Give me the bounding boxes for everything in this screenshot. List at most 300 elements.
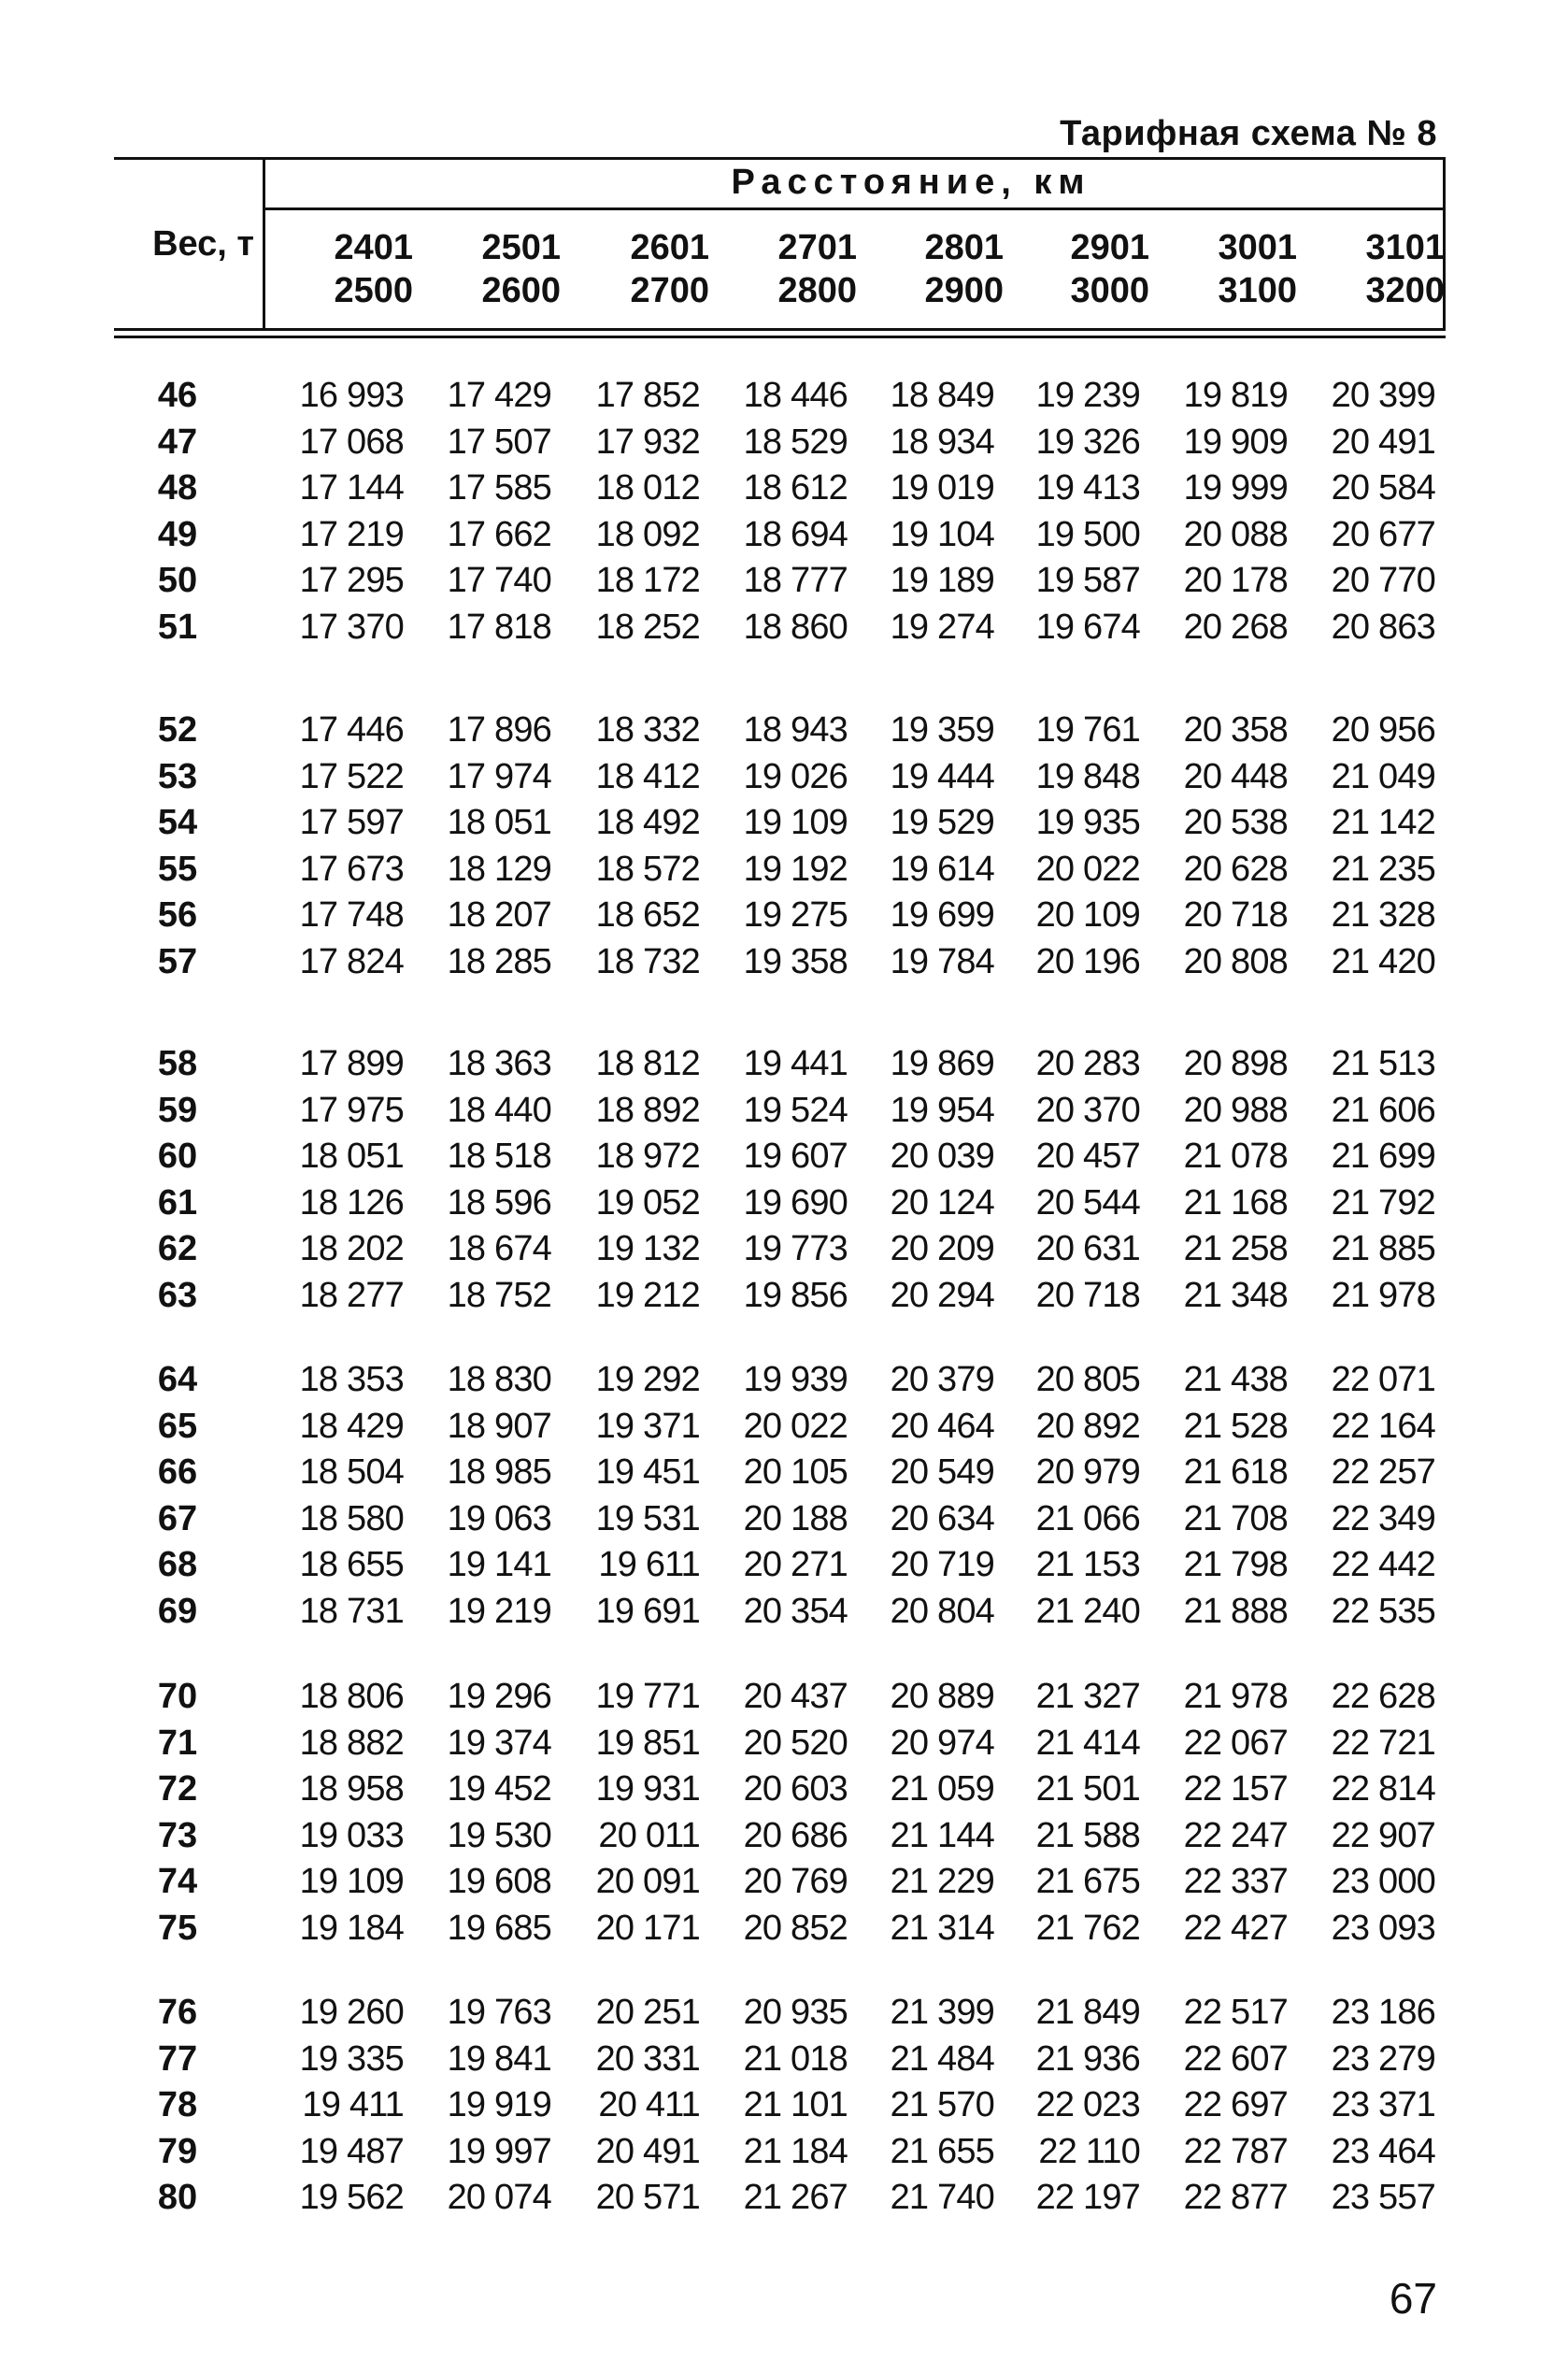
weight-cell: 61 bbox=[157, 1182, 198, 1223]
weight-cell: 52 bbox=[157, 710, 198, 750]
tariff-value-cell: 17 429 bbox=[447, 376, 551, 415]
tariff-value-cell: 21 501 bbox=[1035, 1769, 1140, 1809]
tariff-value-cell: 20 988 bbox=[1183, 1090, 1288, 1130]
tariff-value-cell: 20 283 bbox=[1035, 1044, 1140, 1083]
weight-cell: 58 bbox=[157, 1044, 198, 1083]
tariff-value-cell: 21 414 bbox=[1035, 1723, 1140, 1763]
distance-range-from: 3001 bbox=[1218, 228, 1297, 267]
table-row bbox=[0, 710, 1568, 756]
weight-cell: 73 bbox=[157, 1815, 198, 1855]
tariff-value-cell: 21 348 bbox=[1183, 1275, 1288, 1315]
tariff-value-cell: 21 314 bbox=[890, 1908, 994, 1948]
tariff-value-cell: 21 655 bbox=[890, 2131, 994, 2171]
tariff-value-cell: 21 740 bbox=[890, 2178, 994, 2217]
tariff-value-cell: 21 792 bbox=[1331, 1182, 1435, 1223]
tariff-value-cell: 18 943 bbox=[743, 710, 848, 750]
tariff-value-cell: 18 806 bbox=[299, 1677, 404, 1716]
weight-cell: 48 bbox=[157, 468, 198, 508]
tariff-value-cell: 20 628 bbox=[1183, 849, 1288, 889]
tariff-value-cell: 20 437 bbox=[743, 1677, 848, 1716]
weight-cell: 62 bbox=[157, 1229, 198, 1268]
weight-cell: 77 bbox=[157, 2038, 198, 2079]
weight-column-header: Вес, т bbox=[152, 224, 254, 264]
tariff-value-cell: 20 105 bbox=[743, 1452, 848, 1492]
tariff-value-cell: 17 932 bbox=[595, 422, 700, 462]
tariff-value-cell: 20 457 bbox=[1035, 1137, 1140, 1176]
tariff-value-cell: 21 438 bbox=[1183, 1360, 1288, 1399]
tariff-value-cell: 20 399 bbox=[1331, 376, 1435, 415]
weight-cell: 78 bbox=[157, 2085, 198, 2124]
distance-label-rule bbox=[264, 207, 1446, 210]
tariff-value-cell: 19 296 bbox=[447, 1677, 551, 1716]
header-top-rule bbox=[114, 157, 1446, 160]
weight-cell: 76 bbox=[157, 1993, 198, 2032]
tariff-value-cell: 19 761 bbox=[1035, 710, 1140, 750]
tariff-value-cell: 19 411 bbox=[302, 2085, 404, 2124]
tariff-value-cell: 18 752 bbox=[447, 1275, 551, 1315]
tariff-value-cell: 19 531 bbox=[595, 1498, 700, 1538]
table-row bbox=[0, 1452, 1568, 1498]
tariff-value-cell: 23 000 bbox=[1331, 1862, 1435, 1901]
tariff-value-cell: 19 500 bbox=[1035, 514, 1140, 554]
tariff-value-cell: 20 074 bbox=[447, 2178, 551, 2217]
tariff-value-cell: 17 522 bbox=[299, 756, 404, 796]
tariff-value-cell: 20 520 bbox=[743, 1723, 848, 1763]
weight-cell: 71 bbox=[157, 1723, 198, 1763]
weight-cell: 59 bbox=[157, 1090, 198, 1130]
tariff-value-cell: 19 104 bbox=[890, 514, 994, 554]
tariff-value-cell: 17 370 bbox=[299, 607, 404, 647]
tariff-value-cell: 17 818 bbox=[447, 607, 551, 647]
tariff-value-cell: 18 812 bbox=[595, 1044, 700, 1083]
tariff-value-cell: 19 773 bbox=[743, 1229, 848, 1268]
weight-cell: 63 bbox=[157, 1275, 198, 1315]
table-row bbox=[0, 1769, 1568, 1815]
tariff-value-cell: 22 787 bbox=[1183, 2131, 1288, 2171]
table-row bbox=[0, 1862, 1568, 1908]
tariff-value-cell: 19 109 bbox=[299, 1862, 404, 1901]
tariff-value-cell: 19 132 bbox=[595, 1229, 700, 1268]
tariff-value-cell: 23 557 bbox=[1331, 2178, 1435, 2217]
tariff-value-cell: 21 066 bbox=[1035, 1498, 1140, 1538]
tariff-value-cell: 20 370 bbox=[1035, 1090, 1140, 1130]
tariff-value-cell: 21 101 bbox=[743, 2085, 848, 2124]
tariff-value-cell: 22 721 bbox=[1331, 1723, 1435, 1763]
weight-cell: 57 bbox=[157, 941, 198, 981]
tariff-value-cell: 19 275 bbox=[743, 895, 848, 935]
tariff-value-cell: 18 907 bbox=[447, 1406, 551, 1446]
table-row bbox=[0, 2085, 1568, 2131]
weight-cell: 70 bbox=[157, 1677, 198, 1716]
tariff-value-cell: 21 606 bbox=[1331, 1090, 1435, 1130]
tariff-value-cell: 22 697 bbox=[1183, 2085, 1288, 2124]
tariff-value-cell: 20 271 bbox=[743, 1545, 848, 1584]
tariff-value-cell: 21 078 bbox=[1183, 1137, 1288, 1176]
tariff-value-cell: 19 260 bbox=[299, 1993, 404, 2032]
tariff-value-cell: 21 888 bbox=[1183, 1591, 1288, 1631]
table-row bbox=[0, 1360, 1568, 1406]
tariff-value-cell: 21 049 bbox=[1331, 756, 1435, 796]
tariff-value-cell: 20 088 bbox=[1183, 514, 1288, 554]
table-row bbox=[0, 2039, 1568, 2085]
tariff-value-cell: 18 777 bbox=[743, 561, 848, 600]
tariff-value-cell: 16 993 bbox=[299, 376, 404, 415]
tariff-value-cell: 21 978 bbox=[1331, 1275, 1435, 1315]
tariff-value-cell: 19 935 bbox=[1035, 803, 1140, 842]
tariff-value-cell: 18 092 bbox=[595, 514, 700, 554]
tariff-value-cell: 18 985 bbox=[447, 1452, 551, 1492]
distance-range-from: 3101 bbox=[1365, 228, 1445, 267]
tariff-value-cell: 17 295 bbox=[299, 561, 404, 600]
tariff-value-cell: 19 189 bbox=[890, 561, 994, 600]
table-row bbox=[0, 895, 1568, 941]
tariff-value-cell: 19 771 bbox=[595, 1677, 700, 1716]
table-row bbox=[0, 561, 1568, 607]
tariff-value-cell: 22 907 bbox=[1331, 1815, 1435, 1855]
tariff-value-cell: 20 188 bbox=[743, 1498, 848, 1538]
table-row bbox=[0, 1137, 1568, 1182]
tariff-value-cell: 19 674 bbox=[1035, 607, 1140, 647]
distance-range-to: 2600 bbox=[481, 271, 561, 310]
tariff-value-cell: 20 039 bbox=[890, 1137, 994, 1176]
table-row bbox=[0, 1183, 1568, 1229]
tariff-value-cell: 17 144 bbox=[299, 468, 404, 508]
tariff-value-cell: 20 719 bbox=[890, 1545, 994, 1584]
tariff-value-cell: 22 814 bbox=[1331, 1769, 1435, 1809]
tariff-value-cell: 19 954 bbox=[890, 1090, 994, 1130]
tariff-value-cell: 18 353 bbox=[299, 1360, 404, 1399]
tariff-value-cell: 21 978 bbox=[1183, 1677, 1288, 1716]
table-row bbox=[0, 850, 1568, 895]
tariff-value-cell: 19 109 bbox=[743, 803, 848, 842]
tariff-value-cell: 22 110 bbox=[1038, 2131, 1140, 2171]
tariff-value-cell: 19 939 bbox=[743, 1360, 848, 1399]
tariff-value-cell: 17 673 bbox=[299, 849, 404, 889]
tariff-value-cell: 20 379 bbox=[890, 1360, 994, 1399]
tariff-value-cell: 20 294 bbox=[890, 1275, 994, 1315]
tariff-value-cell: 19 848 bbox=[1035, 756, 1140, 796]
tariff-value-cell: 21 798 bbox=[1183, 1545, 1288, 1584]
tariff-value-cell: 22 442 bbox=[1331, 1545, 1435, 1584]
tariff-value-cell: 20 331 bbox=[595, 2038, 700, 2079]
tariff-value-cell: 19 587 bbox=[1035, 561, 1140, 600]
weight-cell: 46 bbox=[157, 376, 198, 415]
tariff-value-cell: 21 018 bbox=[743, 2038, 848, 2079]
tariff-value-cell: 22 535 bbox=[1331, 1591, 1435, 1631]
tariff-value-cell: 19 326 bbox=[1035, 422, 1140, 462]
tariff-value-cell: 20 804 bbox=[890, 1591, 994, 1631]
weight-cell: 55 bbox=[157, 849, 198, 889]
table-row bbox=[0, 608, 1568, 653]
tariff-value-cell: 19 919 bbox=[447, 2085, 551, 2124]
tariff-value-cell: 20 358 bbox=[1183, 710, 1288, 750]
distance-range-to: 3100 bbox=[1218, 271, 1297, 310]
tariff-value-cell: 18 504 bbox=[299, 1452, 404, 1492]
tariff-value-cell: 19 487 bbox=[299, 2131, 404, 2171]
tariff-value-cell: 20 538 bbox=[1183, 803, 1288, 842]
table-row bbox=[0, 1499, 1568, 1545]
tariff-value-cell: 19 997 bbox=[447, 2131, 551, 2171]
tariff-value-cell: 17 899 bbox=[299, 1044, 404, 1083]
tariff-value-cell: 18 429 bbox=[299, 1406, 404, 1446]
tariff-value-cell: 17 740 bbox=[447, 561, 551, 600]
tariff-value-cell: 21 675 bbox=[1035, 1862, 1140, 1901]
tariff-value-cell: 20 631 bbox=[1035, 1229, 1140, 1268]
tariff-value-cell: 20 979 bbox=[1035, 1452, 1140, 1492]
tariff-value-cell: 19 274 bbox=[890, 607, 994, 647]
tariff-value-cell: 19 184 bbox=[299, 1908, 404, 1948]
tariff-value-cell: 17 974 bbox=[447, 756, 551, 796]
tariff-value-cell: 21 849 bbox=[1035, 1993, 1140, 2032]
tariff-value-cell: 20 892 bbox=[1035, 1406, 1140, 1446]
tariff-value-cell: 18 492 bbox=[595, 803, 700, 842]
weight-cell: 56 bbox=[157, 895, 198, 935]
weight-cell: 65 bbox=[157, 1406, 198, 1446]
table-row bbox=[0, 1091, 1568, 1137]
tariff-value-cell: 20 209 bbox=[890, 1229, 994, 1268]
tariff-value-cell: 18 051 bbox=[299, 1137, 404, 1176]
tariff-value-cell: 20 852 bbox=[743, 1908, 848, 1948]
tariff-value-cell: 18 892 bbox=[595, 1090, 700, 1130]
tariff-value-cell: 22 067 bbox=[1183, 1723, 1288, 1763]
tariff-value-cell: 18 580 bbox=[299, 1498, 404, 1538]
tariff-value-cell: 17 068 bbox=[299, 422, 404, 462]
tariff-value-cell: 20 464 bbox=[890, 1406, 994, 1446]
weight-cell: 66 bbox=[157, 1452, 198, 1492]
table-row bbox=[0, 1044, 1568, 1090]
tariff-value-cell: 19 607 bbox=[743, 1137, 848, 1176]
distance-range-to: 2800 bbox=[777, 271, 857, 310]
distance-range-to: 3000 bbox=[1070, 271, 1149, 310]
tariff-value-cell: 20 178 bbox=[1183, 561, 1288, 600]
tariff-value-cell: 19 691 bbox=[595, 1591, 700, 1631]
tariff-value-cell: 18 830 bbox=[447, 1360, 551, 1399]
header-bottom-rule-1 bbox=[114, 328, 1446, 331]
tariff-value-cell: 17 824 bbox=[299, 941, 404, 981]
table-row bbox=[0, 1677, 1568, 1723]
tariff-value-cell: 20 268 bbox=[1183, 607, 1288, 647]
tariff-value-cell: 19 784 bbox=[890, 941, 994, 981]
tariff-value-cell: 19 063 bbox=[447, 1498, 551, 1538]
tariff-value-cell: 23 279 bbox=[1331, 2038, 1435, 2079]
tariff-value-cell: 20 022 bbox=[1035, 849, 1140, 889]
tariff-value-cell: 20 974 bbox=[890, 1723, 994, 1763]
tariff-value-cell: 20 171 bbox=[595, 1908, 700, 1948]
table-row bbox=[0, 942, 1568, 988]
tariff-value-cell: 17 852 bbox=[595, 376, 700, 415]
tariff-value-cell: 20 109 bbox=[1035, 895, 1140, 935]
tariff-value-cell: 20 491 bbox=[1331, 422, 1435, 462]
tariff-value-cell: 18 172 bbox=[595, 561, 700, 600]
weight-cell: 75 bbox=[157, 1908, 198, 1948]
weight-cell: 80 bbox=[157, 2178, 198, 2217]
tariff-value-cell: 22 349 bbox=[1331, 1498, 1435, 1538]
tariff-value-cell: 22 071 bbox=[1331, 1360, 1435, 1399]
tariff-value-cell: 20 011 bbox=[598, 1815, 700, 1855]
tariff-value-cell: 20 686 bbox=[743, 1815, 848, 1855]
tariff-value-cell: 17 975 bbox=[299, 1090, 404, 1130]
tariff-value-cell: 21 327 bbox=[1035, 1677, 1140, 1716]
tariff-value-cell: 21 588 bbox=[1035, 1815, 1140, 1855]
tariff-value-cell: 19 192 bbox=[743, 849, 848, 889]
tariff-value-cell: 18 285 bbox=[447, 941, 551, 981]
weight-cell: 68 bbox=[157, 1545, 198, 1584]
tariff-value-cell: 20 677 bbox=[1331, 514, 1435, 554]
tariff-value-cell: 18 596 bbox=[447, 1182, 551, 1223]
tariff-value-cell: 19 441 bbox=[743, 1044, 848, 1083]
tariff-value-cell: 19 685 bbox=[447, 1908, 551, 1948]
tariff-value-cell: 20 584 bbox=[1331, 468, 1435, 508]
tariff-value-cell: 20 770 bbox=[1331, 561, 1435, 600]
tariff-value-cell: 20 718 bbox=[1183, 895, 1288, 935]
weight-cell: 49 bbox=[157, 514, 198, 554]
tariff-value-cell: 19 451 bbox=[595, 1452, 700, 1492]
tariff-value-cell: 20 549 bbox=[890, 1452, 994, 1492]
tariff-value-cell: 19 562 bbox=[299, 2178, 404, 2217]
table-row bbox=[0, 1229, 1568, 1275]
tariff-value-cell: 22 607 bbox=[1183, 2038, 1288, 2079]
table-row bbox=[0, 422, 1568, 468]
tariff-value-cell: 19 212 bbox=[595, 1275, 700, 1315]
tariff-value-cell: 22 877 bbox=[1183, 2178, 1288, 2217]
tariff-value-cell: 21 153 bbox=[1035, 1545, 1140, 1584]
tariff-value-cell: 19 699 bbox=[890, 895, 994, 935]
tariff-value-cell: 19 851 bbox=[595, 1723, 700, 1763]
tariff-value-cell: 20 196 bbox=[1035, 941, 1140, 981]
tariff-value-cell: 17 597 bbox=[299, 803, 404, 842]
distance-range-from: 2501 bbox=[481, 228, 561, 267]
tariff-value-cell: 21 059 bbox=[890, 1769, 994, 1809]
table-row bbox=[0, 1407, 1568, 1452]
tariff-value-cell: 19 931 bbox=[595, 1769, 700, 1809]
weight-cell: 67 bbox=[157, 1498, 198, 1538]
tariff-value-cell: 19 869 bbox=[890, 1044, 994, 1083]
weight-cell: 50 bbox=[157, 561, 198, 600]
tariff-value-cell: 20 022 bbox=[743, 1406, 848, 1446]
tariff-value-cell: 17 219 bbox=[299, 514, 404, 554]
table-row bbox=[0, 1545, 1568, 1591]
table-row bbox=[0, 757, 1568, 803]
tariff-value-cell: 23 093 bbox=[1331, 1908, 1435, 1948]
tariff-value-cell: 18 252 bbox=[595, 607, 700, 647]
tariff-value-cell: 18 655 bbox=[299, 1545, 404, 1584]
tariff-value-cell: 18 860 bbox=[743, 607, 848, 647]
tariff-value-cell: 22 628 bbox=[1331, 1677, 1435, 1716]
tariff-value-cell: 20 571 bbox=[595, 2178, 700, 2217]
tariff-value-cell: 22 427 bbox=[1183, 1908, 1288, 1948]
tariff-value-cell: 21 420 bbox=[1331, 941, 1435, 981]
weight-cell: 60 bbox=[157, 1137, 198, 1176]
tariff-value-cell: 20 603 bbox=[743, 1769, 848, 1809]
tariff-value-cell: 22 157 bbox=[1183, 1769, 1288, 1809]
tariff-value-cell: 21 144 bbox=[890, 1815, 994, 1855]
tariff-value-cell: 19 529 bbox=[890, 803, 994, 842]
tariff-value-cell: 18 446 bbox=[743, 376, 848, 415]
tariff-value-cell: 19 530 bbox=[447, 1815, 551, 1855]
tariff-value-cell: 22 337 bbox=[1183, 1862, 1288, 1901]
tariff-value-cell: 20 124 bbox=[890, 1182, 994, 1223]
tariff-value-cell: 21 184 bbox=[743, 2131, 848, 2171]
tariff-value-cell: 17 507 bbox=[447, 422, 551, 462]
tariff-value-cell: 19 611 bbox=[598, 1545, 700, 1584]
weight-cell: 69 bbox=[157, 1591, 198, 1631]
weight-cell: 72 bbox=[157, 1769, 198, 1809]
tariff-value-cell: 19 219 bbox=[447, 1591, 551, 1631]
table-row bbox=[0, 1993, 1568, 2038]
tariff-value-cell: 18 126 bbox=[299, 1182, 404, 1223]
tariff-value-cell: 18 972 bbox=[595, 1137, 700, 1176]
tariff-value-cell: 19 763 bbox=[447, 1993, 551, 2032]
tariff-value-cell: 19 239 bbox=[1035, 376, 1140, 415]
distance-range-to: 2900 bbox=[924, 271, 1004, 310]
tariff-value-cell: 20 411 bbox=[598, 2085, 700, 2124]
tariff-value-cell: 20 769 bbox=[743, 1862, 848, 1901]
tariff-value-cell: 19 413 bbox=[1035, 468, 1140, 508]
tariff-value-cell: 21 618 bbox=[1183, 1452, 1288, 1492]
weight-cell: 64 bbox=[157, 1360, 198, 1399]
tariff-value-cell: 20 634 bbox=[890, 1498, 994, 1538]
tariff-value-cell: 20 863 bbox=[1331, 607, 1435, 647]
tariff-value-cell: 19 841 bbox=[447, 2038, 551, 2079]
tariff-value-cell: 21 235 bbox=[1331, 849, 1435, 889]
weight-cell: 47 bbox=[157, 422, 198, 462]
tariff-value-cell: 22 023 bbox=[1035, 2085, 1140, 2124]
tariff-value-cell: 18 674 bbox=[447, 1229, 551, 1268]
tariff-value-cell: 22 197 bbox=[1035, 2178, 1140, 2217]
table-row bbox=[0, 1592, 1568, 1637]
tariff-value-cell: 21 142 bbox=[1331, 803, 1435, 842]
tariff-value-cell: 21 699 bbox=[1331, 1137, 1435, 1176]
tariff-value-cell: 19 052 bbox=[595, 1182, 700, 1223]
tariff-value-cell: 21 267 bbox=[743, 2178, 848, 2217]
tariff-value-cell: 22 257 bbox=[1331, 1452, 1435, 1492]
tariff-value-cell: 19 033 bbox=[299, 1815, 404, 1855]
tariff-value-cell: 18 518 bbox=[447, 1137, 551, 1176]
tariff-value-cell: 19 371 bbox=[595, 1406, 700, 1446]
tariff-value-cell: 19 999 bbox=[1183, 468, 1288, 508]
tariff-value-cell: 18 202 bbox=[299, 1229, 404, 1268]
tariff-value-cell: 19 141 bbox=[447, 1545, 551, 1584]
tariff-value-cell: 20 491 bbox=[595, 2131, 700, 2171]
tariff-value-cell: 18 572 bbox=[595, 849, 700, 889]
tariff-value-cell: 21 399 bbox=[890, 1993, 994, 2032]
tariff-scheme-title: Тарифная схема № 8 bbox=[1060, 114, 1437, 153]
tariff-value-cell: 20 935 bbox=[743, 1993, 848, 2032]
tariff-value-cell: 20 251 bbox=[595, 1993, 700, 2032]
distance-range-from: 2701 bbox=[777, 228, 857, 267]
tariff-value-cell: 19 019 bbox=[890, 468, 994, 508]
tariff-value-cell: 18 051 bbox=[447, 803, 551, 842]
tariff-value-cell: 21 570 bbox=[890, 2085, 994, 2124]
tariff-value-cell: 19 608 bbox=[447, 1862, 551, 1901]
table-row bbox=[0, 1723, 1568, 1769]
tariff-value-cell: 18 363 bbox=[447, 1044, 551, 1083]
tariff-value-cell: 20 889 bbox=[890, 1677, 994, 1716]
distance-range-to: 3200 bbox=[1365, 271, 1445, 310]
tariff-value-cell: 19 335 bbox=[299, 2038, 404, 2079]
table-row bbox=[0, 468, 1568, 514]
tariff-value-cell: 19 614 bbox=[890, 849, 994, 889]
tariff-value-cell: 21 708 bbox=[1183, 1498, 1288, 1538]
tariff-value-cell: 19 856 bbox=[743, 1275, 848, 1315]
table-row bbox=[0, 515, 1568, 561]
tariff-value-cell: 17 662 bbox=[447, 514, 551, 554]
tariff-value-cell: 17 896 bbox=[447, 710, 551, 750]
tariff-value-cell: 23 186 bbox=[1331, 1993, 1435, 2032]
tariff-value-cell: 21 936 bbox=[1035, 2038, 1140, 2079]
tariff-value-cell: 20 808 bbox=[1183, 941, 1288, 981]
tariff-value-cell: 18 612 bbox=[743, 468, 848, 508]
